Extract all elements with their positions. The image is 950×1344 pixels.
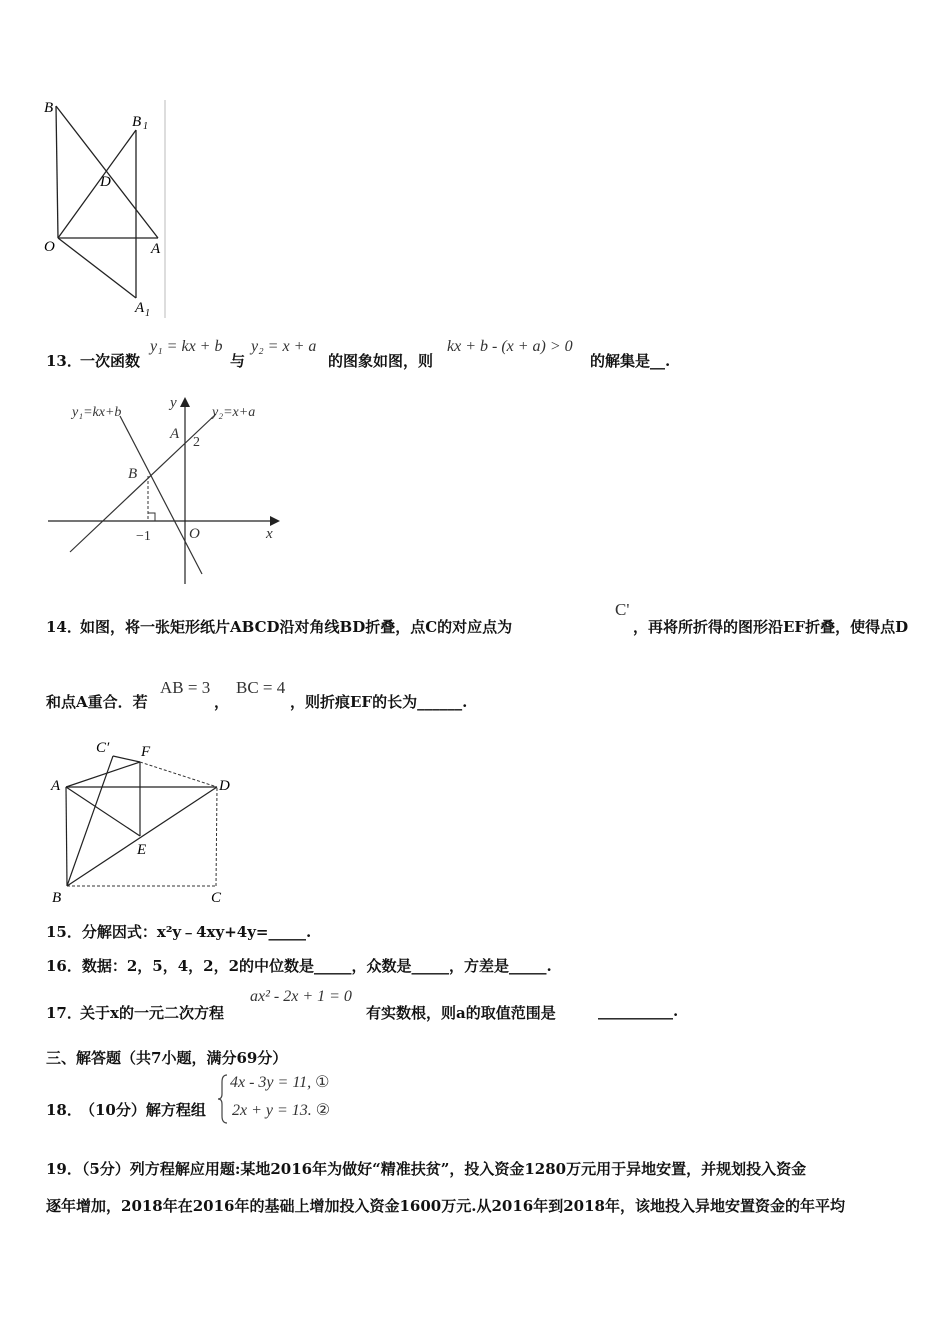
q13-text2: 与 [230, 352, 246, 370]
q13-text4: 的解集是__. [590, 352, 671, 370]
fig12-label-b1: B [132, 114, 142, 130]
fig14-label-b: B [52, 890, 62, 906]
q14-line1a: 如图，将一张矩形纸片ABCD沿对角线BD折叠，点C的对应点为 [80, 618, 513, 636]
fig13-label-2: 2 [193, 435, 200, 450]
fig13-label-o: O [189, 526, 200, 542]
q13-eq1: y₁ = kx + b [150, 338, 223, 355]
fig14-label-a: A [51, 778, 61, 794]
fig13-y-axis-label: y [170, 395, 177, 411]
fig12-line-ob1 [58, 130, 136, 238]
fig14-b-c1 [67, 756, 113, 886]
fig13-label-neg1: −1 [136, 529, 151, 544]
q18-text: （10分）解方程组 [80, 1101, 206, 1119]
q14-line2b: ，则折痕EF的长为______. [290, 693, 468, 711]
q17-text1: 关于x的一元二次方程 [80, 1004, 224, 1022]
fig13-right-angle [148, 513, 155, 521]
q14-line1b: ，再将所折得的图形沿EF折叠，使得点D [633, 618, 909, 636]
fig13-label-a: A [170, 426, 180, 442]
fig13-label-y1: y₁=kx+b [72, 405, 122, 420]
fig14-label-d: D [219, 778, 230, 794]
figure-q13 [44, 392, 294, 592]
fig14-label-c: C [211, 890, 222, 906]
fig12-label-o: O [44, 239, 55, 255]
question-19-line2: 逐年增加，2018年在2016年的基础上增加投入资金1600万元.从2016年到2018年，该地投入异地安置资金的年平均 [46, 1197, 845, 1215]
question-18 [46, 1070, 446, 1126]
q16-number: 16． [46, 957, 82, 975]
fig14-ae [66, 787, 140, 836]
q19-number: 19． [46, 1160, 82, 1178]
fig12-label-a1: A [135, 300, 145, 316]
question-14-line2 [46, 676, 646, 716]
fig12-line-oa1 [58, 238, 136, 298]
section-3-title: 三、解答题（共7小题，满分69分） [46, 1049, 288, 1067]
question-14 [46, 600, 926, 640]
question-16 [46, 955, 552, 976]
q18-brace [218, 1074, 228, 1124]
fig14-label-c1: C′ [96, 740, 110, 756]
figure-q12 [40, 98, 170, 320]
q14-ab: AB = 3 [160, 678, 211, 697]
fig13-x-arrow [270, 516, 280, 526]
q13-text3: 的图象如图，则 [328, 352, 434, 370]
fig14-label-e: E [137, 842, 147, 858]
fig12-label-d: D [100, 174, 111, 190]
fig13-y-arrow [180, 397, 190, 407]
fig14-cd [216, 787, 217, 886]
q17-blank: __________. [598, 1002, 679, 1020]
fig14-label-f: F [141, 744, 151, 760]
fig12-label-b: B [44, 100, 54, 116]
q14-number: 14． [46, 618, 82, 636]
question-19 [46, 1158, 806, 1179]
q18-eq1-mark: ① [315, 1074, 330, 1091]
q13-inequality: kx + b - (x + a) > 0 [447, 338, 573, 355]
fig12-label-a1-sub: 1 [145, 308, 150, 319]
q18-eq2-mark: ② [315, 1102, 331, 1119]
q17-text2: 有实数根，则a的取值范围是 [366, 1004, 556, 1022]
q14-line2a: 和点A重合．若 [46, 693, 148, 711]
q14-c-prime: C' [615, 600, 630, 619]
fig13-x-axis-label: x [266, 526, 273, 542]
question-17 [46, 988, 746, 1028]
fig13-label-b: B [128, 466, 138, 482]
q17-number: 17． [46, 1004, 82, 1022]
q13-text1: 一次函数 [80, 352, 141, 370]
fig12-label-b1-sub: 1 [143, 121, 148, 132]
q18-eq2: 2x + y = 13. ② [232, 1102, 331, 1119]
q17-equation: ax² - 2x + 1 = 0 [250, 988, 352, 1005]
q13-eq2: y₂ = x + a [251, 338, 317, 355]
q16-text: 数据：2，5，4，2，2的中位数是_____，众数是_____，方差是_____. [81, 957, 552, 975]
fig13-label-y2: y₂=x+a [212, 405, 256, 420]
fig14-ab [66, 787, 67, 886]
q15-number: 15． [46, 923, 82, 941]
q18-eq1: 4x - 3y = 11, ① [230, 1074, 330, 1091]
question-15 [46, 921, 311, 942]
q14-comma: ， [214, 693, 230, 711]
fig14-fd [140, 762, 217, 787]
figure-q14 [44, 736, 244, 908]
q19-line1: （5分）列方程解应用题:某地2016年为做好“精准扶贫”，投入资金1280万元用于异地安置，并规划投入资金 [81, 1160, 807, 1178]
q15-text: 分解因式：x²y﹣4xy+4y=_____. [81, 923, 312, 941]
q13-number: 13． [46, 352, 82, 370]
fig14-c1-f [113, 756, 140, 762]
q18-number: 18． [46, 1101, 82, 1119]
q14-bc: BC = 4 [236, 678, 286, 697]
fig13-line-y1 [120, 416, 202, 574]
fig12-label-a: A [151, 241, 161, 257]
fig12-line-ob [56, 106, 58, 238]
